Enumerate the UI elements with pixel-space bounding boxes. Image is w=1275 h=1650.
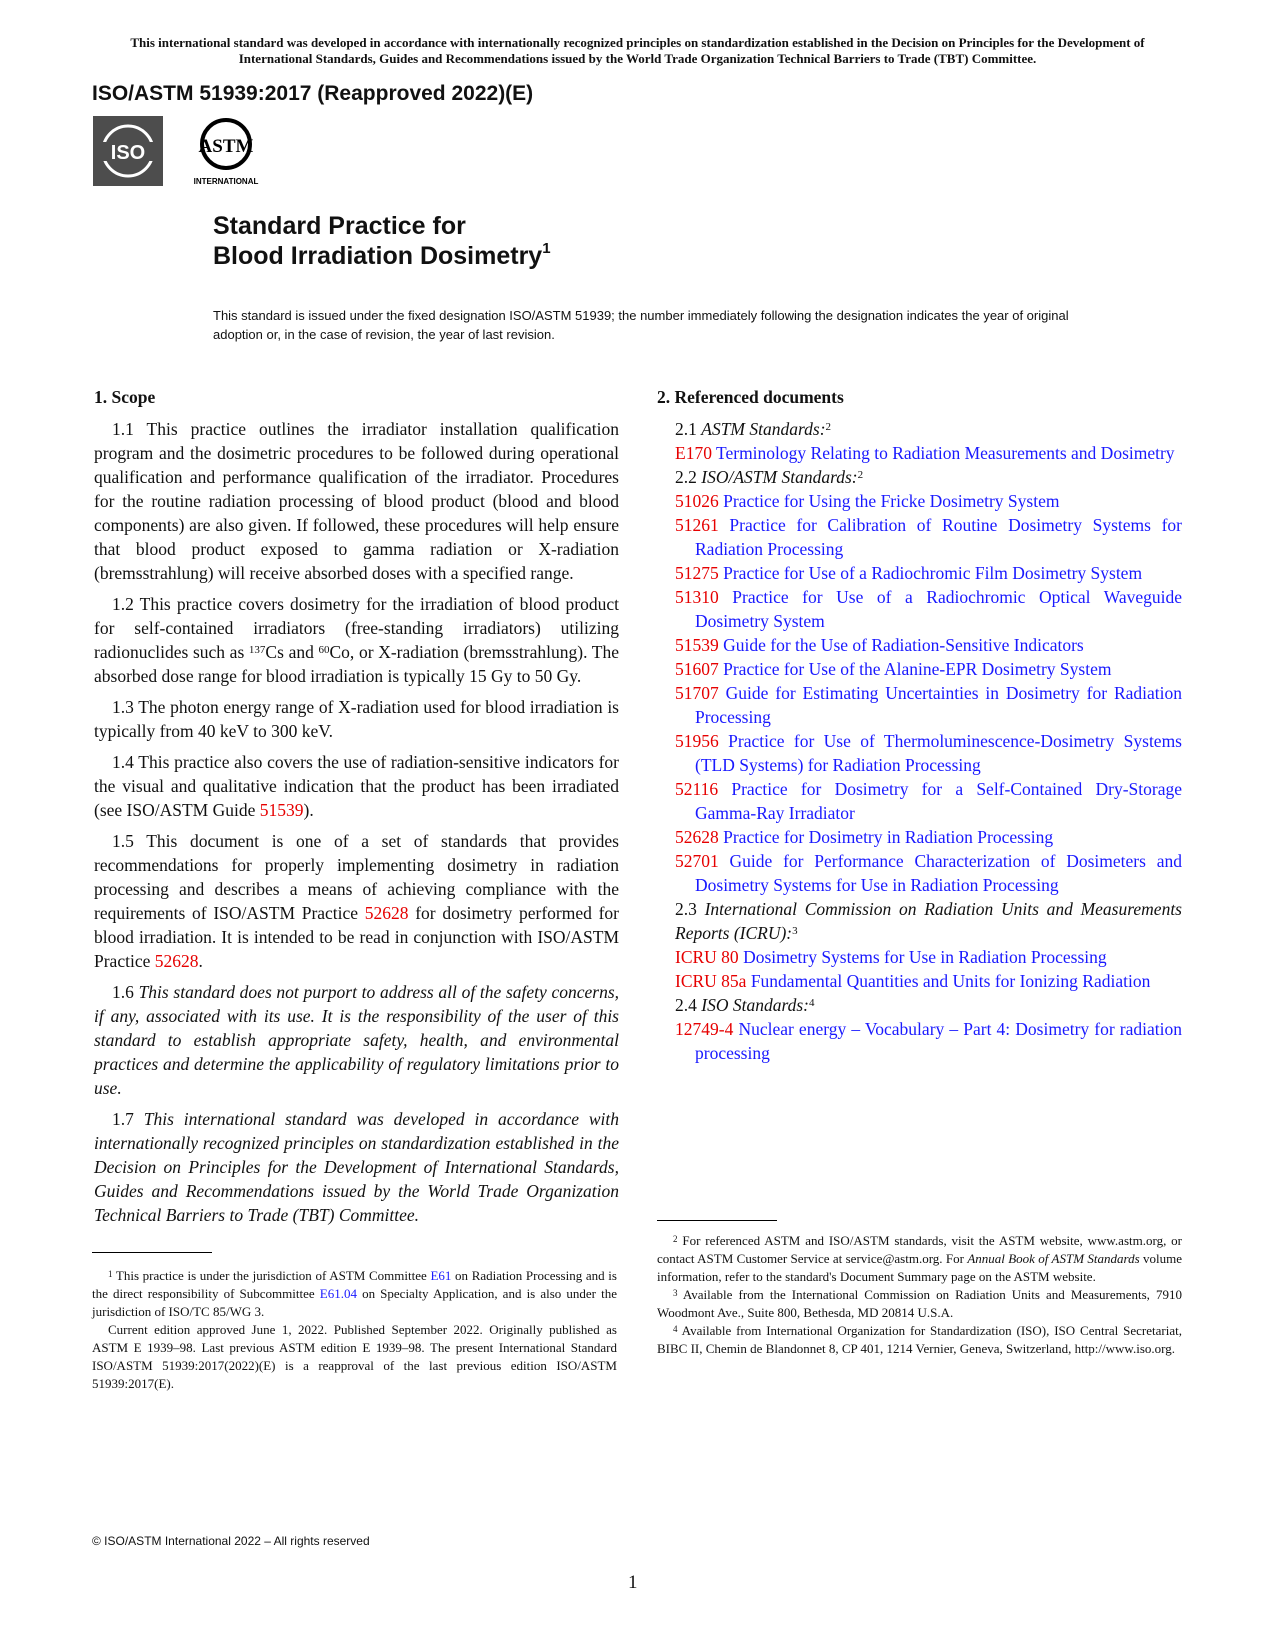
reference-item[interactable] xyxy=(657,729,1182,777)
reference-title[interactable]: Practice for Dosimetry in Radiation Processing xyxy=(718,827,1054,847)
referenced-heading: 2. Referenced documents xyxy=(657,387,844,407)
para-1-7: 1.7 This international standard was developed in accordance with internationally recognized principles on standardization established in the Decision on Principles for the Development of International Standards, Guides and Recommendations issued by the World Trade Organization Technical Barriers to Trade (TBT) Committee. xyxy=(94,1109,620,1225)
issued-note: This standard is issued under the fixed designation ISO/ASTM 51939; the number immediately following the designation indicates the year of original adoption or, in the case of revision, the year of last revision. xyxy=(213,308,1069,342)
footnote-1: $^1$ This practice is under the jurisdiction of ASTM Committee E61 on Radiation Processing and is the direct responsibility of Subcommittee E61.04 on Specialty Application, and is also under the jurisdiction of ISO/TC 85/WG 3. xyxy=(92,1268,617,1319)
reference-code[interactable]: 51275 xyxy=(675,563,719,583)
reference-code[interactable]: 51026 xyxy=(675,491,719,511)
reference-item[interactable] xyxy=(657,561,1182,585)
para-1-1: 1.1 This practice outlines the irradiator installation qualification program and the dosimetric procedures to be followed during operational qualification and performance qualification of the irradiator. Procedures for the routine radiation processing of blood product (blood and blood components) are also given. If followed, these procedures will help ensure that blood product exposed to gamma radiation or X-radiation (bremsstrahlung) will receive absorbed doses with a specified range. xyxy=(94,419,619,583)
astm-logo-subtext: INTERNATIONAL xyxy=(193,177,259,186)
reference-title[interactable]: Guide for the Use of Radiation-Sensitive Indicators xyxy=(718,635,1084,655)
para-1-4: 1.4 This practice also covers the use of radiation-sensitive indicators for the visual and qualitative indication that the product has been irradiated (see ISO/ASTM Guide 51539). xyxy=(94,752,619,820)
reference-item[interactable] xyxy=(657,441,1182,465)
footnotes-right xyxy=(657,1232,1182,1358)
title-line-2 xyxy=(213,242,551,271)
reference-title[interactable]: Guide for Performance Characterization of Dosimeters and Dosimetry Systems for Use in Radiation Processing xyxy=(695,851,1182,895)
reference-title[interactable]: Practice for Use of a Radiochromic Film Dosimetry System xyxy=(718,563,1143,583)
reference-code[interactable]: 52628 xyxy=(675,827,719,847)
para-1-6: 1.6 This standard does not purport to address all of the safety concerns, if any, associated with its use. It is the responsibility of the user of this standard to establish appropriate safety, health, and environmental practices and determine the applicability of regulatory limitations prior to use. xyxy=(94,982,620,1098)
reference-title[interactable]: Practice for Use of Thermoluminescence-Dosimetry Systems (TLD Systems) for Radiation Processing xyxy=(695,731,1182,775)
reference-item[interactable] xyxy=(657,825,1182,849)
link-e61[interactable]: E61 xyxy=(430,1268,452,1283)
reference-code[interactable]: 51310 xyxy=(675,587,719,607)
link-51539[interactable]: 51539 xyxy=(259,800,304,820)
isoastm-reference-list xyxy=(657,489,1182,897)
reference-title[interactable]: Practice for Calibration of Routine Dosimetry Systems for Radiation Processing xyxy=(695,515,1182,559)
reference-code[interactable]: E170 xyxy=(675,443,712,463)
astm-logo xyxy=(190,116,270,188)
reference-code[interactable]: 51956 xyxy=(675,731,719,751)
reference-code[interactable]: ICRU 80 xyxy=(675,947,739,967)
footnote-2: $^2$ For referenced ASTM and ISO/ASTM standards, visit the ASTM website, www.astm.org, or contact ASTM Customer Service at service@astm.org. For Annual Book of ASTM Standards volume information, refer to the standard's Document Summary page on the ASTM website. xyxy=(657,1233,1182,1284)
reference-item[interactable] xyxy=(657,513,1182,561)
link-52628[interactable]: 52628 xyxy=(364,903,409,923)
footnote-1-edition: Current edition approved June 1, 2022. Published September 2022. Originally published as ASTM E 1939–98. Last previous ASTM edition E 1939–98. The present International Standard ISO/ASTM 51939:2017(2022)(E) is a reapproval of the last previous edition ISO/ASTM 51939:2017(E). xyxy=(92,1322,617,1391)
reference-title[interactable]: Nuclear energy – Vocabulary – Part 4: Dosimetry for radiation processing xyxy=(695,1019,1182,1063)
astm-reference-list xyxy=(657,441,1182,465)
link-52628-2[interactable]: 52628 xyxy=(154,951,199,971)
link-e61-04[interactable]: E61.04 xyxy=(319,1286,357,1301)
left-column xyxy=(94,385,619,1234)
reference-code[interactable]: 52116 xyxy=(675,779,719,799)
icru-reference-list xyxy=(657,945,1182,993)
footnote-rule-right xyxy=(657,1220,777,1221)
reference-title[interactable]: Terminology Relating to Radiation Measurements and Dosimetry xyxy=(711,443,1175,463)
reference-code[interactable]: 51539 xyxy=(675,635,719,655)
reference-title[interactable]: Practice for Using the Fricke Dosimetry System xyxy=(718,491,1060,511)
reference-item[interactable] xyxy=(657,1017,1182,1065)
reference-item[interactable] xyxy=(657,945,1182,969)
iso-logo-text: ISO xyxy=(110,142,146,164)
iso-logo xyxy=(93,116,163,186)
reference-item[interactable] xyxy=(657,585,1182,633)
reference-item[interactable] xyxy=(657,777,1182,825)
top-notice: This international standard was developed in accordance with internationally recognized principles on standardization established in the Decision on Principles for the Development of International Standards, Guides and Recommendations issued by the World Trade Organization Technical Barriers to Trade (TBT) Committee. xyxy=(130,35,1145,66)
iso-logo-icon xyxy=(93,116,163,186)
reference-title[interactable]: Practice for Use of the Alanine-EPR Dosimetry System xyxy=(718,659,1112,679)
scope-heading: 1. Scope xyxy=(94,387,156,407)
reference-code[interactable]: 12749-4 xyxy=(675,1019,734,1039)
reference-title[interactable]: Dosimetry Systems for Use in Radiation Processing xyxy=(738,947,1107,967)
reference-item[interactable] xyxy=(657,969,1182,993)
reference-code[interactable]: 51707 xyxy=(675,683,719,703)
reference-title[interactable]: Practice for Use of a Radiochromic Optical Waveguide Dosimetry System xyxy=(695,587,1182,631)
para-1-5: 1.5 This document is one of a set of standards that provides recommendations for properly implementing dosimetry in radiation processing and describes a means of achieving compliance with the requirements of ISO/ASTM Practice 52628 for dosimetry performed for blood irradiation. It is intended to be read in conjunction with ISO/ASTM Practice 52628. xyxy=(94,831,619,971)
reference-item[interactable] xyxy=(657,633,1182,657)
title-line-1: Standard Practice for xyxy=(213,212,466,240)
reference-title[interactable]: Fundamental Quantities and Units for Ionizing Radiation xyxy=(746,971,1151,991)
reference-title[interactable]: Practice for Dosimetry for a Self-Contained Dry-Storage Gamma-Ray Irradiator xyxy=(695,779,1182,823)
title-main: Blood Irradiation Dosimetry xyxy=(213,242,543,270)
reference-title[interactable]: Guide for Estimating Uncertainties in Dosimetry for Radiation Processing xyxy=(695,683,1182,727)
para-1-2: 1.2 This practice covers dosimetry for the irradiation of blood product for self-contained irradiators (free-standing irradiators) utilizing radionuclides such as $^{137}$Cs and $^{60}$Co, or X-radiation (bremsstrahlung). The absorbed dose range for blood irradiation is typically 15 Gy to 50 Gy. xyxy=(94,594,620,686)
footer-copyright: © ISO/ASTM International 2022 – All rights reserved xyxy=(92,1534,370,1548)
section-2-4: 2.4 ISO Standards:$^4$ xyxy=(675,995,815,1015)
section-2-3: 2.3 International Commission on Radiation Units and Measurements Reports (ICRU):$^3$ xyxy=(675,899,1182,943)
reference-item[interactable] xyxy=(657,681,1182,729)
reference-item[interactable] xyxy=(657,657,1182,681)
reference-code[interactable]: ICRU 85a xyxy=(675,971,747,991)
reference-code[interactable]: 51607 xyxy=(675,659,719,679)
footnotes-left xyxy=(92,1267,617,1393)
footnote-rule-left xyxy=(92,1252,212,1253)
reference-item[interactable] xyxy=(657,849,1182,897)
astm-logo-icon xyxy=(190,116,270,188)
reference-code[interactable]: 51261 xyxy=(675,515,719,535)
section-2-2: 2.2 ISO/ASTM Standards:$^2$ xyxy=(675,467,864,487)
section-2-1: 2.1 ASTM Standards:$^2$ xyxy=(675,419,832,439)
reference-code[interactable]: 52701 xyxy=(675,851,719,871)
footnote-4: $^4$ Available from International Organization for Standardization (ISO), ISO Central Secretariat, BIBC II, Chemin de Blandonnet 8, CP 401, 1214 Vernier, Geneva, Switzerland, http://www.iso.org. xyxy=(657,1323,1182,1356)
right-column xyxy=(657,385,1182,1065)
page-number: 1 xyxy=(628,1572,638,1593)
para-1-3: 1.3 The photon energy range of X-radiation used for blood irradiation is typically from 40 keV to 300 keV. xyxy=(94,697,619,741)
footnote-3: $^3$ Available from the International Commission on Radiation Units and Measurements, 7910 Woodmont Ave., Suite 800, Bethesda, MD 20814 U.S.A. xyxy=(657,1287,1182,1320)
title-footnote-mark: 1 xyxy=(542,240,551,257)
astm-logo-text: ASTM xyxy=(198,136,254,157)
document-designation: ISO/ASTM 51939:2017 (Reapproved 2022)(E) xyxy=(92,82,534,105)
iso-reference-list xyxy=(657,1017,1182,1065)
reference-item[interactable] xyxy=(657,489,1182,513)
